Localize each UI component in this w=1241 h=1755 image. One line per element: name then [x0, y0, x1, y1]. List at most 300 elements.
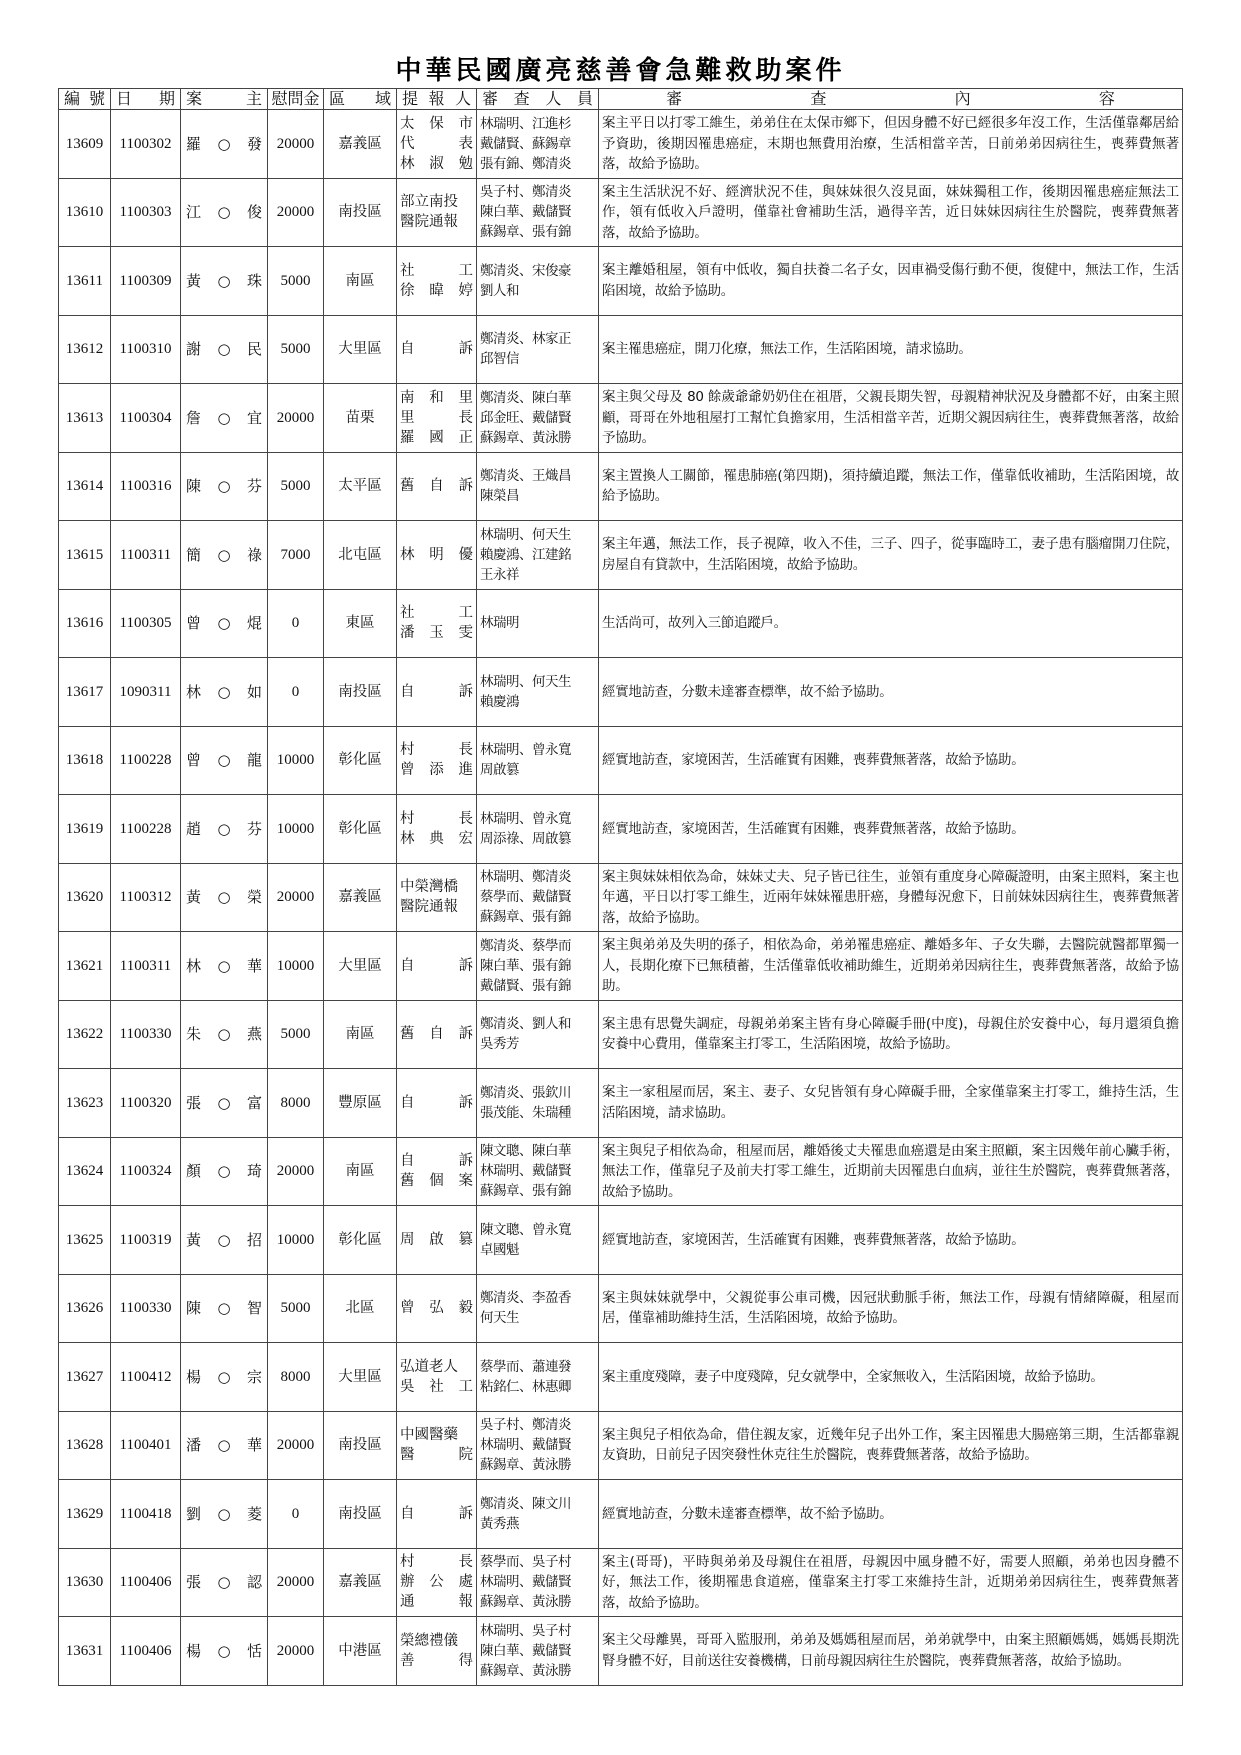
relief-amount: 10000 [268, 726, 324, 795]
reviewer-line: 劉人和 [480, 282, 519, 299]
table-row [59, 384, 1183, 453]
case-area: 太平區 [324, 452, 397, 521]
reporter-line: 羅 國 正 [400, 429, 473, 446]
reviewers [477, 452, 599, 521]
case-area: 南區 [324, 247, 397, 316]
reporter [397, 726, 477, 795]
client-name: 林 ○ 華 [181, 932, 268, 1001]
case-area: 北屯區 [324, 521, 397, 590]
reviewers [477, 521, 599, 590]
reporter-line: 通 報 [400, 1594, 473, 1611]
review-content: 案主父母離異，哥哥入監服刑，弟弟及媽媽租屋而居，弟弟就學中，由案主照顧媽媽，媽媽長期洗腎身體不好，目前送往安養機構，日前母親因病往生於醫院，喪葬費無著落，故給予協助。 [599, 1617, 1183, 1686]
case-date: 1100330 [111, 1274, 181, 1343]
reporter-line: 林 典 宏 [400, 830, 473, 847]
reporter-line: 舊 自 訴 [400, 1026, 473, 1043]
reviewer-line: 周添祿、周啟篡 [480, 830, 571, 847]
case-number: 13631 [59, 1617, 111, 1686]
table-row [59, 726, 1183, 795]
case-area: 南投區 [324, 1411, 397, 1480]
case-area: 彰化區 [324, 1206, 397, 1275]
client-name: 羅 ○ 發 [181, 110, 268, 179]
case-area: 大里區 [324, 932, 397, 1001]
reporter-line: 中榮灣橋 [400, 879, 458, 896]
relief-amount: 20000 [268, 1548, 324, 1617]
reporter-line: 村 長 [400, 742, 473, 759]
reviewer-line: 陳榮昌 [480, 488, 519, 505]
review-content: 案主與妹妹相依為命，妹妹丈夫、兒子皆已往生，並領有重度身心障礙證明，由案主照料，案主也年邁，平日以打零工維生，近兩年妹妹罹患肝癌，身體每況愈下，日前妹妹因病往生，喪葬費無著落，故給予協助。 [599, 863, 1183, 932]
client-name: 詹 ○ 宜 [181, 384, 268, 453]
case-area: 彰化區 [324, 795, 397, 864]
case-number: 13614 [59, 452, 111, 521]
table-row [59, 1617, 1183, 1686]
client-name: 顏 ○ 琦 [181, 1137, 268, 1206]
case-area: 嘉義區 [324, 110, 397, 179]
reporter-line: 林 明 優 [400, 546, 473, 563]
reviewer-line: 張茂能、朱瑞種 [480, 1104, 571, 1121]
reviewers [477, 1617, 599, 1686]
client-name: 朱 ○ 燕 [181, 1000, 268, 1069]
reporter [397, 1137, 477, 1206]
reviewer-line: 蘇錫章、黃泳勝 [480, 1662, 571, 1679]
table-row [59, 1411, 1183, 1480]
masked-char-icon: ○ [217, 1162, 231, 1181]
reviewers [477, 384, 599, 453]
header-reviewers: 審 查 人 員 [477, 89, 599, 110]
case-date: 1100311 [111, 521, 181, 590]
review-content: 案主與父母及 80 餘歲爺爺奶奶住在祖厝，父親長期失智，母親精神狀況及身體都不好，由案主照顧，哥哥在外地租屋打工幫忙負擔家用，生活相當辛苦，近期父親因病往生，喪葬費無著落，故給予協助。 [599, 384, 1183, 453]
masked-char-icon: ○ [217, 1573, 231, 1592]
case-date: 1100401 [111, 1411, 181, 1480]
header-reporter: 提 報 人 [397, 89, 477, 110]
table-row [59, 1480, 1183, 1549]
reviewer-line: 林瑞明 [480, 615, 519, 632]
reviewer-line: 蘇錫章、張有錦 [480, 909, 571, 926]
reporter-line: 社 工 [400, 605, 473, 622]
case-date: 1100324 [111, 1137, 181, 1206]
reporter [397, 1617, 477, 1686]
client-name: 陳 ○ 智 [181, 1274, 268, 1343]
case-date: 1100304 [111, 384, 181, 453]
reviewer-line: 陳白華、張有錦 [480, 957, 571, 974]
review-content: 案主罹患癌症，開刀化療，無法工作，生活陷困境，請求協助。 [599, 315, 1183, 384]
reviewer-line: 林瑞明、戴儲賢 [480, 1163, 571, 1180]
reporter [397, 1274, 477, 1343]
reviewer-line: 吳秀芳 [480, 1036, 519, 1053]
case-date: 1100320 [111, 1069, 181, 1138]
masked-char-icon: ○ [217, 134, 231, 153]
review-content: 經實地訪查，家境困苦，生活確實有困難，喪葬費無著落，故給予協助。 [599, 726, 1183, 795]
reporter-line: 村 長 [400, 1554, 473, 1571]
reporter [397, 1000, 477, 1069]
reporter [397, 1480, 477, 1549]
reporter [397, 247, 477, 316]
reviewers [477, 863, 599, 932]
reviewers [477, 315, 599, 384]
reporter [397, 178, 477, 247]
reviewer-line: 戴儲賢、張有錦 [480, 977, 571, 994]
reviewers [477, 1000, 599, 1069]
reporter-line: 徐 暐 婷 [400, 282, 473, 299]
reviewer-line: 林瑞明、戴儲賢 [480, 1574, 571, 1591]
reporter [397, 1206, 477, 1275]
table-row [59, 795, 1183, 864]
reporter-line: 代 表 [400, 135, 473, 152]
masked-char-icon: ○ [217, 1436, 231, 1455]
relief-amount: 20000 [268, 1617, 324, 1686]
case-area: 嘉義區 [324, 863, 397, 932]
client-name: 潘 ○ 華 [181, 1411, 268, 1480]
review-content: 生活尚可，故列入三節追蹤戶。 [599, 589, 1183, 658]
reporter-line: 弘道老人 [400, 1358, 458, 1375]
relief-amount: 10000 [268, 932, 324, 1001]
client-name: 劉 ○ 菱 [181, 1480, 268, 1549]
reviewer-line: 鄭清炎、張欽川 [480, 1084, 571, 1101]
client-name: 曾 ○ 龍 [181, 726, 268, 795]
masked-char-icon: ○ [217, 477, 231, 496]
reporter [397, 315, 477, 384]
table-row [59, 1274, 1183, 1343]
reviewer-line: 林瑞明、曾永寬 [480, 742, 571, 759]
reviewers [477, 1343, 599, 1412]
reporter-line: 舊 自 訴 [400, 478, 473, 495]
reviewers [477, 1206, 599, 1275]
client-name: 黃 ○ 招 [181, 1206, 268, 1275]
relief-amount: 0 [268, 658, 324, 727]
relief-amount: 20000 [268, 1411, 324, 1480]
case-date: 1100406 [111, 1617, 181, 1686]
reviewers [477, 1274, 599, 1343]
table-row [59, 658, 1183, 727]
reviewers [477, 1069, 599, 1138]
table-row [59, 452, 1183, 521]
client-name: 黃 ○ 榮 [181, 863, 268, 932]
review-content: 案主與兒子相依為命，租屋而居，離婚後丈夫罹患血癌還是由案主照顧，案主因幾年前心臟手術，無法工作，僅靠兒子及前夫打零工維生，近期前夫因罹患白血病，並往生於醫院，喪葬費無著落，故給予協助。 [599, 1137, 1183, 1206]
reviewer-line: 王永祥 [480, 566, 519, 583]
masked-char-icon: ○ [217, 682, 231, 701]
case-date: 1100228 [111, 795, 181, 864]
reviewer-line: 吳子村、鄭清炎 [480, 184, 571, 201]
table-row [59, 1206, 1183, 1275]
document-title: 中華民國廣亮慈善會急難救助案件 [395, 56, 846, 86]
masked-char-icon: ○ [217, 956, 231, 975]
case-area: 彰化區 [324, 726, 397, 795]
case-area: 東區 [324, 589, 397, 658]
case-date: 1100309 [111, 247, 181, 316]
review-content: 案主(哥哥)，平時與弟弟及母親住在祖厝，母親因中風身體不好，需要人照顧，弟弟也因身體不好，無法工作，後期罹患食道癌，僅靠案主打零工來維持生計，近期弟弟因病往生，喪葬費無著落，故給予協助。 [599, 1548, 1183, 1617]
case-number: 13609 [59, 110, 111, 179]
reporter-line: 太 保 市 [400, 115, 473, 132]
masked-char-icon: ○ [217, 1299, 231, 1318]
review-content: 案主一家租屋而居，案主、妻子、女兒皆領有身心障礙手冊，全家僅靠案主打零工，維持生活，生活陷困境，請求協助。 [599, 1069, 1183, 1138]
reviewer-line: 鄭清炎、王熾昌 [480, 468, 571, 485]
case-number: 13611 [59, 247, 111, 316]
masked-char-icon: ○ [217, 271, 231, 290]
masked-char-icon: ○ [217, 1641, 231, 1660]
reviewer-line: 鄭清炎、宋俊豪 [480, 262, 571, 279]
table-row [59, 110, 1183, 179]
reviewer-line: 邱金旺、戴儲賢 [480, 409, 571, 426]
header-amount: 慰問金 [268, 89, 324, 110]
case-area: 大里區 [324, 1343, 397, 1412]
relief-amount: 20000 [268, 863, 324, 932]
relief-amount: 5000 [268, 247, 324, 316]
client-name: 江 ○ 俊 [181, 178, 268, 247]
case-area: 苗栗 [324, 384, 397, 453]
reviewer-line: 陳白華、戴儲賢 [480, 204, 571, 221]
table-row [59, 1000, 1183, 1069]
reviewers [477, 932, 599, 1001]
reviewer-line: 林瑞明、何天生 [480, 526, 571, 543]
masked-char-icon: ○ [217, 1093, 231, 1112]
table-row [59, 1343, 1183, 1412]
case-number: 13629 [59, 1480, 111, 1549]
case-date: 1090311 [111, 658, 181, 727]
reporter [397, 1411, 477, 1480]
review-content: 案主重度殘障，妻子中度殘障，兒女就學中，全家無收入，生活陷困境，故給予協助。 [599, 1343, 1183, 1412]
review-content: 案主平日以打零工維生，弟弟住在太保市鄉下，但因身體不好已經很多年沒工作，生活僅靠鄰居給予資助，後期因罹患癌症，末期也無費用治療，生活相當辛苦，日前弟弟因病往生，喪葬費無著落，故給予協助。 [599, 110, 1183, 179]
reporter-line: 自 訴 [400, 1505, 473, 1522]
reporter [397, 589, 477, 658]
relief-amount: 8000 [268, 1343, 324, 1412]
table-row [59, 863, 1183, 932]
table-row [59, 932, 1183, 1001]
reviewer-line: 賴慶鴻 [480, 693, 519, 710]
reviewers [477, 178, 599, 247]
case-date: 1100312 [111, 863, 181, 932]
masked-char-icon: ○ [217, 1367, 231, 1386]
relief-amount: 7000 [268, 521, 324, 590]
case-number: 13622 [59, 1000, 111, 1069]
header-client: 案 主 [181, 89, 268, 110]
case-number: 13624 [59, 1137, 111, 1206]
reporter [397, 1343, 477, 1412]
case-date: 1100303 [111, 178, 181, 247]
reporter-line: 醫 院 [400, 1447, 473, 1464]
reviewer-line: 蘇錫章、張有錦 [480, 1183, 571, 1200]
reporter-line: 自 訴 [400, 957, 473, 974]
masked-char-icon: ○ [217, 1230, 231, 1249]
review-content: 案主患有思覺失調症，母親弟弟案主皆有身心障礙手冊(中度)，母親住於安養中心，每月還須負擔安養中心費用，僅靠案主打零工，生活陷困境，故給予協助。 [599, 1000, 1183, 1069]
relief-amount: 5000 [268, 1000, 324, 1069]
client-name: 曾 ○ 焜 [181, 589, 268, 658]
case-area: 豐原區 [324, 1069, 397, 1138]
reviewers [477, 1480, 599, 1549]
relief-amount: 10000 [268, 1206, 324, 1275]
client-name: 林 ○ 如 [181, 658, 268, 727]
header-no: 編 號 [59, 89, 111, 110]
case-number: 13621 [59, 932, 111, 1001]
relief-amount: 5000 [268, 452, 324, 521]
review-content: 案主與妹妹就學中，父親從事公車司機，因冠狀動脈手術，無法工作，母親有情緒障礙，租屋而居，僅靠補助維持生活，生活陷困境，故給予協助。 [599, 1274, 1183, 1343]
reviewer-line: 蘇錫章、黃泳勝 [480, 1457, 571, 1474]
reviewer-line: 鄭清炎、蔡學而 [480, 937, 571, 954]
reporter [397, 110, 477, 179]
reporter-line: 自 訴 [400, 1094, 473, 1111]
reviewer-line: 鄭清炎、劉人和 [480, 1016, 571, 1033]
case-date: 1100302 [111, 110, 181, 179]
review-content: 案主離婚租屋，領有中低收，獨自扶養二名子女，因車禍受傷行動不便，復健中，無法工作，生活陷困境，故給予協助。 [599, 247, 1183, 316]
case-area: 南投區 [324, 178, 397, 247]
reporter [397, 384, 477, 453]
reviewers [477, 247, 599, 316]
reviewer-line: 鄭清炎、林家正 [480, 331, 571, 348]
masked-char-icon: ○ [217, 408, 231, 427]
reviewer-line: 吳子村、鄭清炎 [480, 1417, 571, 1434]
reviewer-line: 陳白華、戴儲賢 [480, 1642, 571, 1659]
reporter-line: 榮總禮儀 [400, 1632, 458, 1649]
review-content: 案主與弟弟及失明的孫子，相依為命，弟弟罹患癌症、離婚多年、子女失聯，去醫院就醫都單獨一人，長期化療下已無積蓄，生活僅靠低收補助維生，近期弟弟因病往生，喪葬費無著落，故給予協助。 [599, 932, 1183, 1001]
reporter-line: 南 和 里 [400, 389, 473, 406]
table-row [59, 1137, 1183, 1206]
case-date: 1100310 [111, 315, 181, 384]
reviewer-line: 陳文聰、陳白華 [480, 1143, 571, 1160]
reporter-line: 善 得 [400, 1652, 473, 1669]
masked-char-icon: ○ [217, 1504, 231, 1523]
header-content: 審 查 內 容 [599, 89, 1183, 110]
reviewers [477, 795, 599, 864]
reviewer-line: 邱智信 [480, 351, 519, 368]
table-body [59, 110, 1183, 1686]
relief-amount: 20000 [268, 1137, 324, 1206]
relief-amount: 20000 [268, 178, 324, 247]
masked-char-icon: ○ [217, 888, 231, 907]
reporter [397, 452, 477, 521]
reporter-line: 曾 弘 毅 [400, 1300, 473, 1317]
case-date: 1100406 [111, 1548, 181, 1617]
table-row [59, 315, 1183, 384]
relief-amount: 0 [268, 1480, 324, 1549]
case-number: 13620 [59, 863, 111, 932]
masked-char-icon: ○ [217, 751, 231, 770]
review-content: 經實地訪查，家境困苦，生活確實有困難，喪葬費無著落，故給予協助。 [599, 1206, 1183, 1275]
review-content: 案主與兒子相依為命，借住親友家，近幾年兒子出外工作，案主因罹患大腸癌第三期，生活都靠親友資助，日前兒子因突發性休克往生於醫院，喪葬費無著落，故給予協助。 [599, 1411, 1183, 1480]
relief-amount: 5000 [268, 1274, 324, 1343]
reviewer-line: 蘇錫章、張有錦 [480, 224, 571, 241]
reviewers [477, 1137, 599, 1206]
reporter-line: 舊 個 案 [400, 1173, 473, 1190]
case-date: 1100228 [111, 726, 181, 795]
reviewer-line: 鄭清炎、陳白華 [480, 389, 571, 406]
reviewers [477, 1548, 599, 1617]
reviewer-line: 林瑞明、曾永寬 [480, 810, 571, 827]
case-number: 13613 [59, 384, 111, 453]
client-name: 趙 ○ 芬 [181, 795, 268, 864]
reporter [397, 863, 477, 932]
case-number: 13616 [59, 589, 111, 658]
reviewer-line: 何天生 [480, 1310, 519, 1327]
review-content: 經實地訪查，分數未達審查標準，故不給予協助。 [599, 658, 1183, 727]
case-area: 大里區 [324, 315, 397, 384]
reporter-line: 部立南投 [400, 194, 458, 211]
reviewer-line: 黃秀燕 [480, 1515, 519, 1532]
masked-char-icon: ○ [217, 203, 231, 222]
reviewers [477, 589, 599, 658]
masked-char-icon: ○ [217, 819, 231, 838]
reporter-line: 吳 社 工 [400, 1378, 473, 1395]
case-number: 13627 [59, 1343, 111, 1412]
reporter-line: 村 長 [400, 810, 473, 827]
case-date: 1100305 [111, 589, 181, 658]
table-row [59, 178, 1183, 247]
reviewer-line: 林瑞明、戴儲賢 [480, 1437, 571, 1454]
case-number: 13623 [59, 1069, 111, 1138]
client-name: 陳 ○ 芬 [181, 452, 268, 521]
reviewers [477, 110, 599, 179]
relief-amount: 5000 [268, 315, 324, 384]
case-number: 13626 [59, 1274, 111, 1343]
reporter-line: 林 淑 勉 [400, 155, 473, 172]
reviewer-line: 陳文聰、曾永寬 [480, 1221, 571, 1238]
reviewer-line: 蘇錫章、黃泳勝 [480, 1594, 571, 1611]
table-row [59, 1069, 1183, 1138]
reporter-line: 辦 公 處 [400, 1574, 473, 1591]
case-number: 13630 [59, 1548, 111, 1617]
review-content: 案主生活狀況不好、經濟狀況不佳，與妹妹很久沒見面，妹妹獨租工作，後期因罹患癌症無法工作，領有低收入戶證明，僅靠社會補助生活，過得辛苦，近日妹妹因病往生於醫院，喪葬費無著落，故給予協助。 [599, 178, 1183, 247]
case-date: 1100319 [111, 1206, 181, 1275]
reviewer-line: 蔡學而、蕭連發 [480, 1358, 571, 1375]
reporter [397, 1548, 477, 1617]
review-content: 案主年邁，無法工作，長子視障，收入不佳，三子、四子，從事臨時工，妻子患有腦瘤開刀住院，房屋自有貸款中，生活陷困境，故給予協助。 [599, 521, 1183, 590]
table-header-row [59, 89, 1183, 110]
review-content: 案主置換人工關節，罹患肺癌(第四期)，須持續追蹤，無法工作，僅靠低收補助，生活陷困境，故給予協助。 [599, 452, 1183, 521]
reviewer-line: 林瑞明、鄭清炎 [480, 869, 571, 886]
relief-amount: 20000 [268, 384, 324, 453]
reporter-line: 潘 玉 雯 [400, 625, 473, 642]
reporter-line: 曾 添 進 [400, 762, 473, 779]
relief-amount: 0 [268, 589, 324, 658]
reviewer-line: 粘銘仁、林惠卿 [480, 1378, 571, 1395]
reviewer-line: 戴儲賢、蘇錫章 [480, 135, 571, 152]
review-content: 經實地訪查，家境困苦，生活確實有困難，喪葬費無著落，故給予協助。 [599, 795, 1183, 864]
reviewer-line: 卓國魁 [480, 1241, 519, 1258]
relief-amount: 10000 [268, 795, 324, 864]
reporter-line: 里 長 [400, 409, 473, 426]
client-name: 謝 ○ 民 [181, 315, 268, 384]
reporter-line: 自 訴 [400, 341, 473, 358]
reviewer-line: 蔡學而、戴儲賢 [480, 889, 571, 906]
reviewer-line: 蔡學而、吳子村 [480, 1554, 571, 1571]
case-area: 嘉義區 [324, 1548, 397, 1617]
reporter [397, 521, 477, 590]
relief-cases-table [58, 88, 1183, 1686]
case-area: 南區 [324, 1000, 397, 1069]
client-name: 楊 ○ 宗 [181, 1343, 268, 1412]
reporter-line: 醫院通報 [400, 899, 458, 916]
case-area: 中港區 [324, 1617, 397, 1686]
reviewers [477, 658, 599, 727]
review-content: 經實地訪查，分數未達審查標準，故不給予協助。 [599, 1480, 1183, 1549]
reporter-line: 自 訴 [400, 683, 473, 700]
reviewer-line: 鄭清炎、陳文川 [480, 1495, 571, 1512]
table-row [59, 1548, 1183, 1617]
case-number: 13617 [59, 658, 111, 727]
masked-char-icon: ○ [217, 614, 231, 633]
client-name: 簡 ○ 祿 [181, 521, 268, 590]
case-date: 1100418 [111, 1480, 181, 1549]
case-number: 13610 [59, 178, 111, 247]
reviewers [477, 726, 599, 795]
masked-char-icon: ○ [217, 340, 231, 359]
client-name: 張 ○ 富 [181, 1069, 268, 1138]
reporter [397, 795, 477, 864]
client-name: 楊 ○ 恬 [181, 1617, 268, 1686]
reporter [397, 658, 477, 727]
reviewer-line: 林瑞明、何天生 [480, 673, 571, 690]
relief-amount: 8000 [268, 1069, 324, 1138]
reporter-line: 中國醫藥 [400, 1427, 458, 1444]
table-row [59, 589, 1183, 658]
header-area: 區 域 [324, 89, 397, 110]
